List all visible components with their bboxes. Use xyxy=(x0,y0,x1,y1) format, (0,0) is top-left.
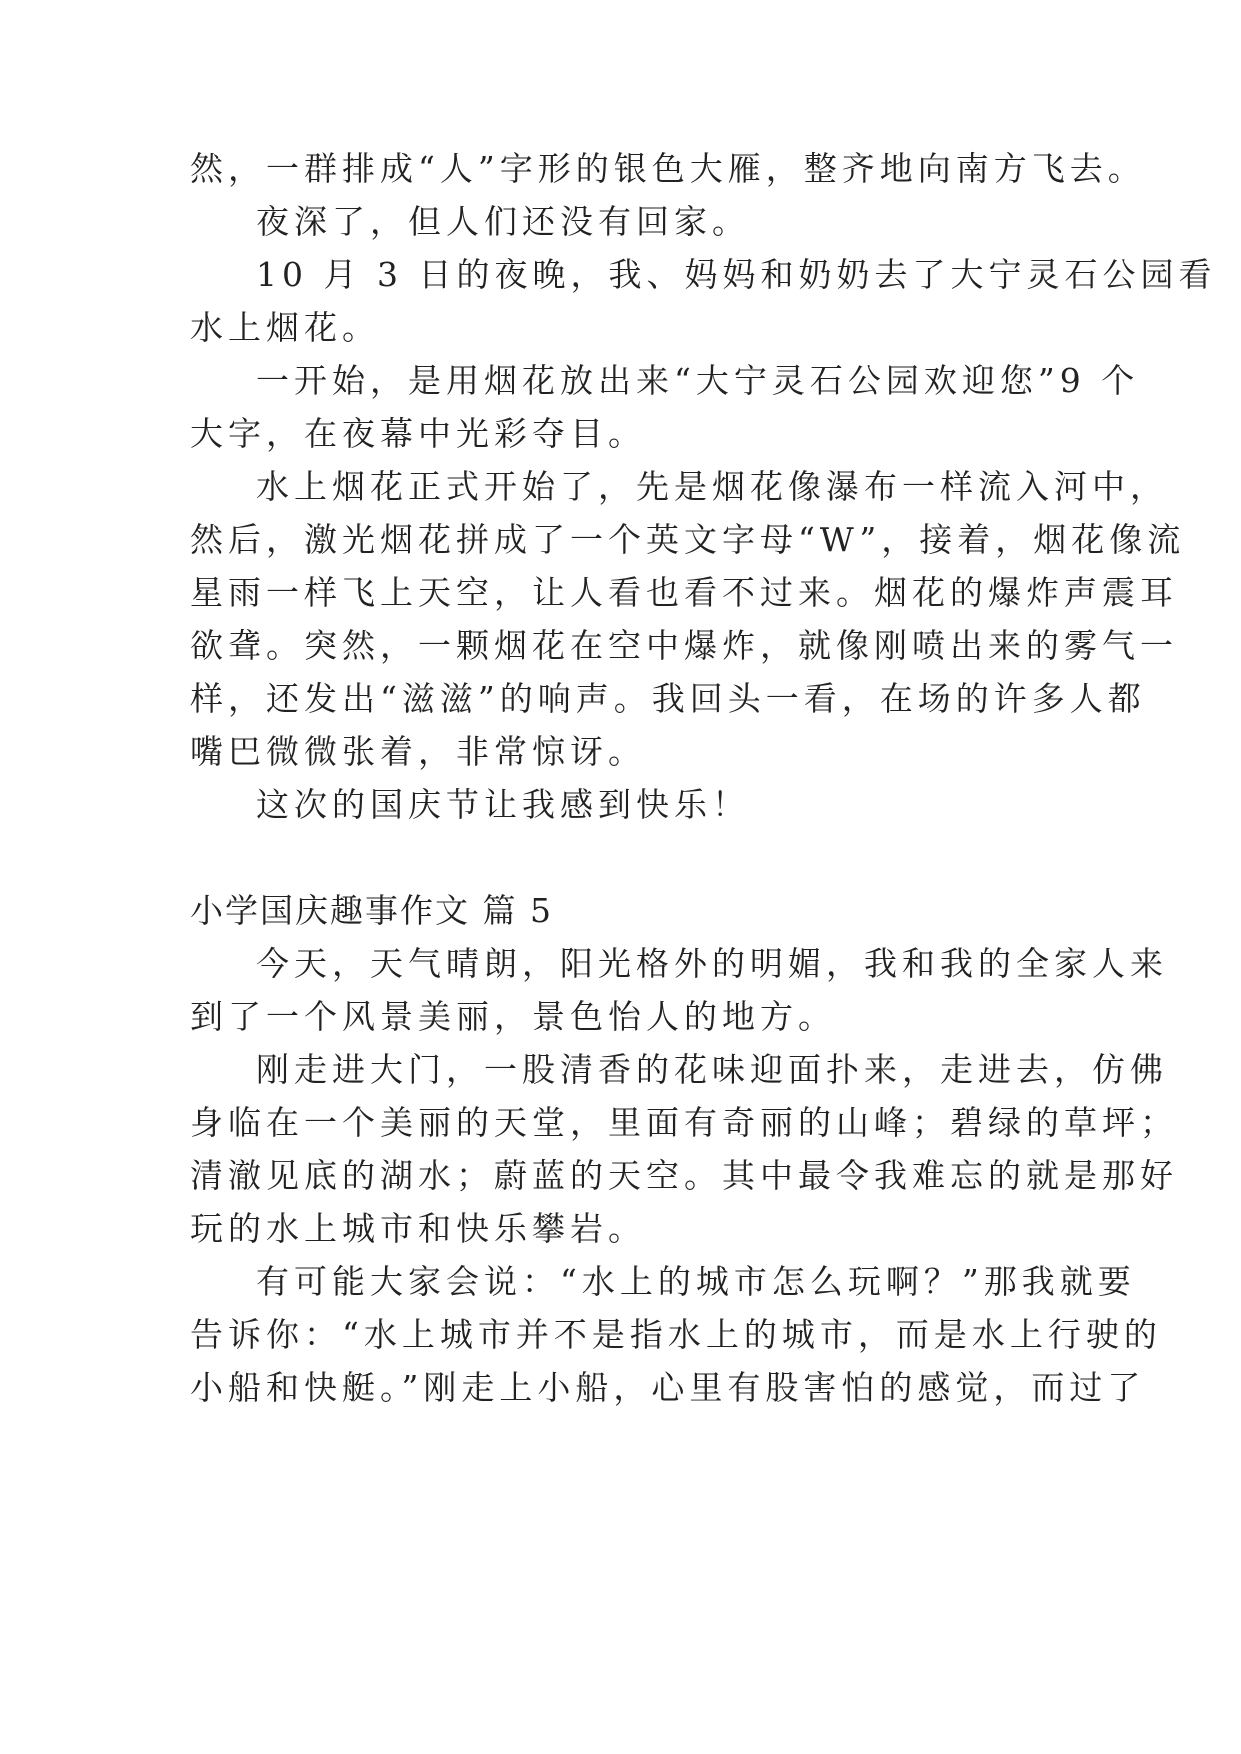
text-line: 样，还发出“滋滋”的响声。我回头一看，在场的许多人都 xyxy=(190,679,1146,718)
text-line: 嘴巴微微张着，非常惊讶。 xyxy=(190,732,646,771)
text-line: 欲聋。突然，一颗烟花在空中爆炸，就像刚喷出来的雾气一 xyxy=(190,626,1178,665)
text-line: 刚走进大门，一股清香的花味迎面扑来，走进去，仿佛 xyxy=(256,1050,1168,1089)
text-line: 夜深了，但人们还没有回家。 xyxy=(256,202,750,241)
text-line: 然，一群排成“人”字形的银色大雁，整齐地向南方飞去。 xyxy=(190,149,1146,188)
text-line: 小船和快艇。”刚走上小船，心里有股害怕的感觉，而过了 xyxy=(190,1368,1146,1407)
text-line: 身临在一个美丽的天堂，里面有奇丽的山峰；碧绿的草坪； xyxy=(190,1103,1178,1142)
text-line: 清澈见底的湖水；蔚蓝的天空。其中最令我难忘的就是那好 xyxy=(190,1156,1178,1195)
text-line: 大字，在夜幕中光彩夺目。 xyxy=(190,414,646,453)
text-line: 水上烟花正式开始了，先是烟花像瀑布一样流入河中， xyxy=(256,467,1168,506)
text-line: 有可能大家会说：“水上的城市怎么玩啊？”那我就要 xyxy=(256,1262,1136,1301)
text-line: 告诉你：“水上城市并不是指水上的城市，而是水上行驶的 xyxy=(190,1315,1162,1354)
section-heading: 小学国庆趣事作文 篇 5 xyxy=(190,891,553,930)
text-line: 10 月 3 日的夜晚，我、妈妈和奶奶去了大宁灵石公园看 xyxy=(256,255,1217,294)
text-line: 今天，天气晴朗，阳光格外的明媚，我和我的全家人来 xyxy=(256,944,1168,983)
text-line: 玩的水上城市和快乐攀岩。 xyxy=(190,1209,646,1248)
text-line: 水上烟花。 xyxy=(190,308,380,347)
text-line: 然后，激光烟花拼成了一个英文字母“W”，接着，烟花像流 xyxy=(190,520,1186,559)
text-line: 一开始，是用烟花放出来“大宁灵石公园欢迎您”9 个 xyxy=(256,361,1140,400)
text-line: 到了一个风景美丽，景色怡人的地方。 xyxy=(190,997,836,1036)
text-line: 这次的国庆节让我感到快乐！ xyxy=(256,785,750,824)
text-line: 星雨一样飞上天空，让人看也看不过来。烟花的爆炸声震耳 xyxy=(190,573,1178,612)
